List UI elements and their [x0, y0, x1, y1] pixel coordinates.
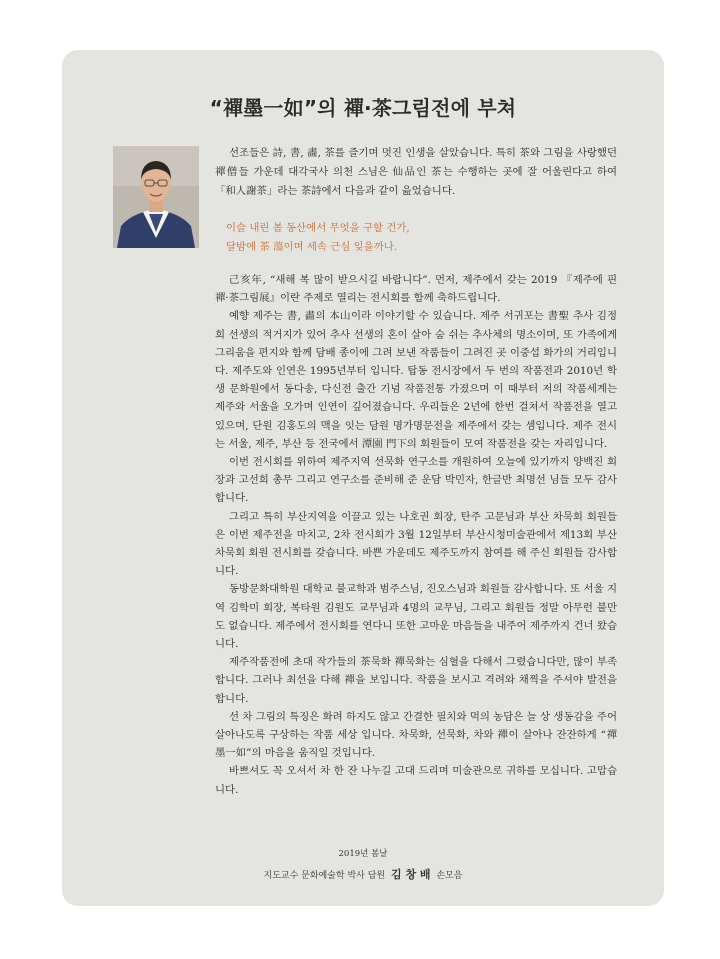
- body-paragraph: 그리고 특히 부산지역을 이끌고 있는 나호권 회장, 탄주 고문님과 부산 차묵회 회원들은 이번 제주전을 마치고, 2차 전시회가 3월 12일부터 부산시청미술관에서 제13회 부산 차묵회 회원 전시회를 갖습니다. 바쁜 가운데도 제주도까지 참여를 해 주신 회원들 감사합니다.: [215, 510, 617, 578]
- body-paragraph: 己亥年, “새해 복 많이 받으시길 바랍니다”. 먼저, 제주에서 갖는 2019 『제주에 핀 禪·茶그림展』이란 주제로 열리는 전시회를 함께 축하드립니다.: [215, 274, 617, 305]
- page-title: “禪墨一如”의 禪·茶그림전에 부쳐: [209, 96, 517, 120]
- signature-line: [62, 866, 664, 882]
- intro-paragraph: 선조들은 詩, 書, 畵, 茶를 즐기며 멋진 인생을 살았습니다. 특히 茶와 그림을 사랑했던 禪僧들 가운데 대각국사 의천 스님은 仙品인 茶는 수행하는 곳에 잘 어울린다고 하여 「和人謝茶」라는 茶詩에서 다음과 같이 읊었습니다.: [215, 147, 617, 197]
- letter-body: [215, 271, 617, 799]
- body-paragraph: 동방문화대학원 대학교 불교학과 범주스님, 진오스님과 회원들 감사합니다. 또 서울 지역 김학미 회장, 복타원 김원도 교무님과 4명의 교무님, 그리고 회원들 정말 아무런 불만도 없습니다. 제주에서 전시회를 연다니 또한 고마운 마음들을 내주어 제주까지 건너 왔습니다.: [215, 583, 617, 651]
- author-portrait: [113, 146, 199, 248]
- poem-line: 이슬 내린 봄 동산에서 무엇을 구할 건가,: [226, 222, 410, 234]
- signature-role: 지도교수 문화예술학 박사 담원: [263, 871, 386, 881]
- author-portrait-image: [113, 146, 199, 248]
- body-paragraph: 선 차 그림의 특징은 화려 하지도 않고 간결한 필치와 먹의 농담은 늘 상 생동감을 주어 살아나도록 구상하는 작품 세상 입니다. 차묵화, 선묵화, 차와 禪이 살아나 잔잔하게 “禪墨一如”의 마음을 움직일 것입니다.: [215, 710, 617, 760]
- body-paragraph: 이번 전시회를 위하여 제주지역 선묵화 연구소를 개원하여 오늘에 있기까지 양백진 회장과 고선희 총무 그리고 연구소를 준비해 준 운담 박민자, 한글반 최명선 님들 모두 감사합니다.: [215, 456, 617, 505]
- body-paragraph: 바쁘셔도 꼭 오셔서 차 한 잔 나누길 고대 드리며 미술관으로 귀하를 모십니다. 고맙습니다.: [215, 765, 617, 796]
- poem-quote: [226, 219, 616, 257]
- signature-suffix: 손모음: [436, 871, 463, 881]
- body-paragraph: 예향 제주는 書, 畵의 本山이라 이야기할 수 있습니다. 제주 서귀포는 書聖 추사 김정희 선생의 적거지가 있어 추사 선생의 혼이 살아 숨 쉬는 추사체의 명소이며, 또 가족에게 그리움을 편지와 함께 담배 종이에 그려 보낸 작품들이 그려진 곳 이중섭 화가의 거리입니다. 제주도와 인연은 1995년부터 입니다. 탑동 전시장에서 두 번의 작품전과 2010년 학생 문화원에서 동다송, 다신전 출간 기념 작품전통 가졌으며 이 때부터 저의 작품세계는 제주와 서울을 오가며 인연이 깊어졌습니다. 우리들은 2년에 한번 걸쳐서 작품전을 열고 있으며, 단원 김홍도의 맥을 잇는 담원 명가명문전을 제주에서 갖는 셈입니다. 제주 전시는 서울, 제주, 부산 등 전국에서 潭園 門下의 회원들이 모여 작품전을 갖는 자리입니다.: [215, 310, 617, 450]
- signature-name: 김 창 배: [390, 868, 431, 881]
- body-paragraph: 제주작품전에 초대 작가들의 茶묵화 禪묵화는 심혈을 다해서 그렸습니다만, 많이 부족합니다. 그러나 최선을 다해 禪을 보입니다. 작품을 보시고 격려와 채찍을 주셔야 발전을 합니다.: [215, 656, 617, 705]
- poem-line: 달밤에 茶 蕩이며 세속 근심 잊을까나.: [226, 241, 398, 253]
- signature-date: 2019년 봄날: [338, 849, 388, 859]
